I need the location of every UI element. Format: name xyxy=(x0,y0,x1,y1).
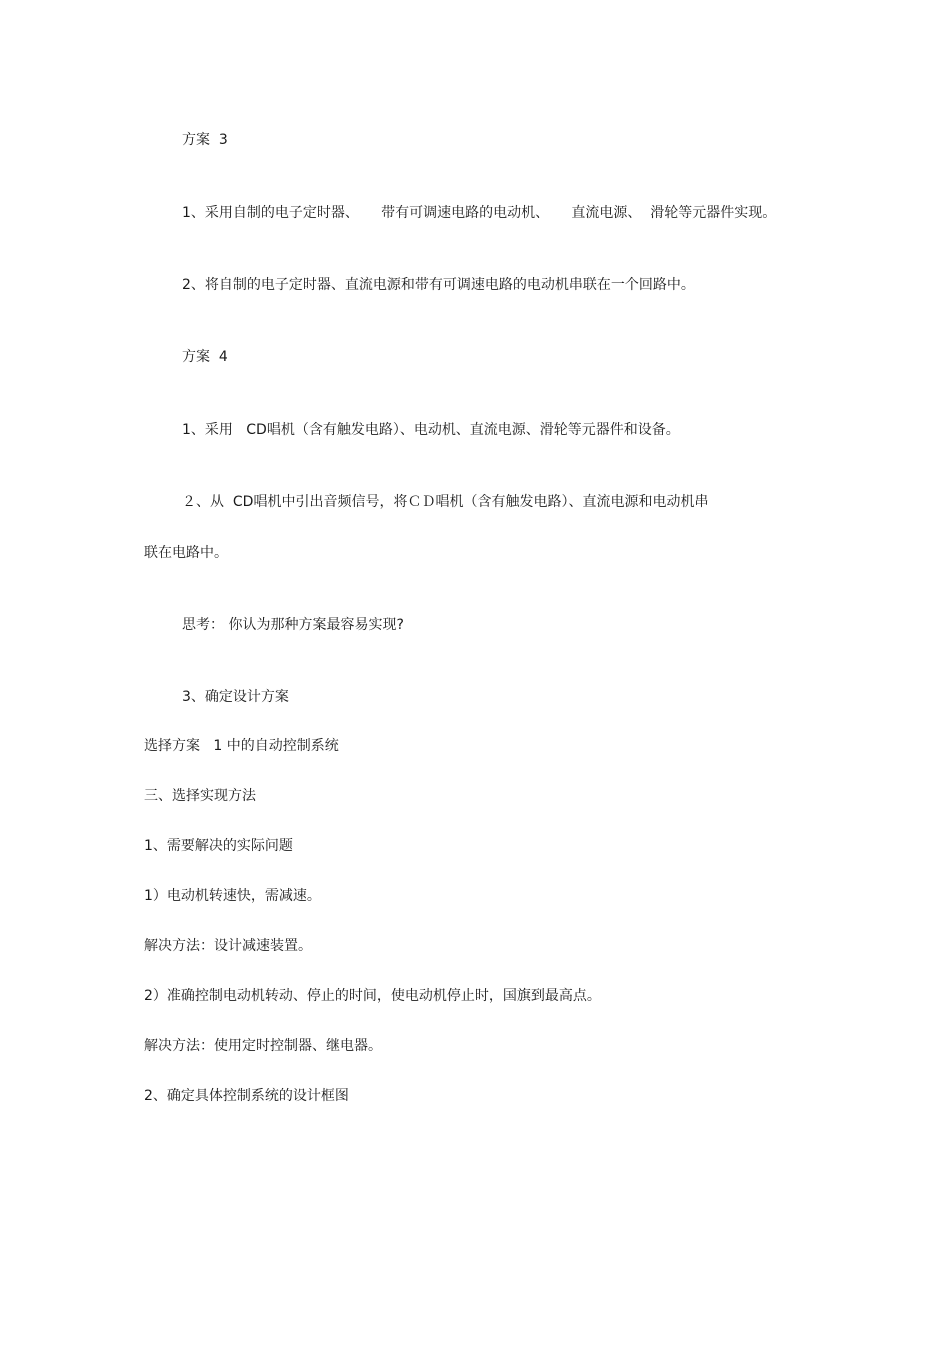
solution-1: 解决方法：设计减速装置。 xyxy=(144,938,312,954)
design-diagram-heading: 2、确定具体控制系统的设计框图 xyxy=(144,1088,349,1104)
solution-2: 解决方法：使用定时控制器、继电器。 xyxy=(144,1038,382,1054)
scheme-3-heading: 方案 3 xyxy=(182,132,228,148)
problem-1: 1）电动机转速快，需减速。 xyxy=(144,888,321,904)
scheme-4-step-1: 1、采用 CD唱机（含有触发电路）、电动机、直流电源、滑轮等元器件和设备。 xyxy=(182,422,680,438)
determine-design-heading: 3、确定设计方案 xyxy=(182,689,289,705)
chosen-scheme-text: 选择方案 1 中的自动控制系统 xyxy=(144,738,339,754)
problems-heading: 1、需要解决的实际问题 xyxy=(144,838,293,854)
scheme-3-step-2: 2、将自制的电子定时器、直流电源和带有可调速电路的电动机串联在一个回路中。 xyxy=(182,277,695,293)
scheme-4-step-2-continued: 联在电路中。 xyxy=(144,545,228,561)
scheme-3-step-1: 1、采用自制的电子定时器、 带有可调速电路的电动机、 直流电源、 滑轮等元器件实现。 xyxy=(182,205,777,221)
scheme-4-heading: 方案 4 xyxy=(182,349,228,365)
problem-2: 2）准确控制电动机转动、停止的时间，使电动机停止时，国旗到最高点。 xyxy=(144,988,601,1004)
section-three-heading: 三、选择实现方法 xyxy=(144,788,256,804)
think-question: 思考： 你认为那种方案最容易实现? xyxy=(182,617,404,633)
scheme-4-step-2: ２、从 CD唱机中引出音频信号，将ＣＤ唱机（含有触发电路）、直流电源和电动机串 xyxy=(182,494,709,510)
